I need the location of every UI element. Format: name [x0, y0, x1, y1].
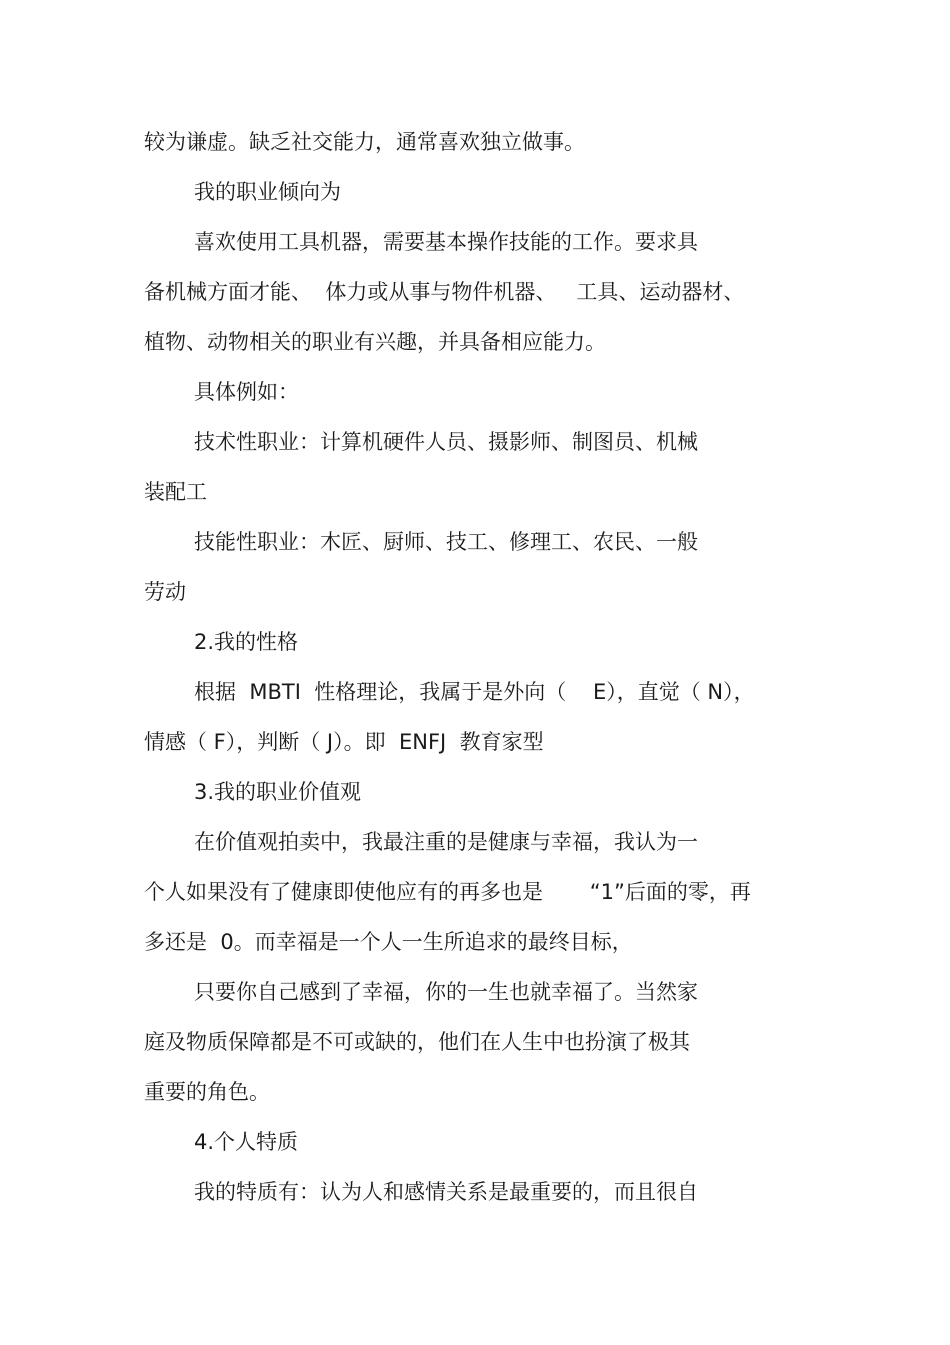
paragraph-line: 劳动	[144, 580, 186, 604]
paragraph-line: 在价值观拍卖中，我最注重的是健康与幸福，我认为一	[194, 830, 698, 854]
paragraph-line: 情感（ F），判断（ J）。即 ENFJ 教育家型	[144, 730, 544, 754]
section-heading-traits: 4.个人特质	[194, 1130, 299, 1154]
paragraph-line: 技能性职业：木匠、厨师、技工、修理工、农民、一般	[194, 530, 698, 554]
paragraph-line: 备机械方面才能、 体力或从事与物件机器、 工具、运动器材、	[144, 280, 745, 304]
paragraph-line: 重要的角色。	[144, 1080, 270, 1104]
paragraph-line: 只要你自己感到了幸福，你的一生也就幸福了。当然家	[194, 980, 698, 1004]
paragraph-line: 个人如果没有了健康即使他应有的再多也是 “1”后面的零，再	[144, 880, 751, 904]
paragraph-line: 根据 MBTI 性格理论，我属于是外向（ E），直觉（ N），	[194, 680, 755, 704]
paragraph-line: 我的特质有：认为人和感情关系是最重要的，而且很自	[194, 1180, 698, 1204]
paragraph-line: 具体例如：	[194, 380, 299, 404]
paragraph-line: 技术性职业：计算机硬件人员、摄影师、制图员、机械	[194, 430, 698, 454]
paragraph-line: 多还是 0。而幸福是一个人一生所追求的最终目标，	[144, 930, 633, 954]
paragraph-line: 喜欢使用工具机器，需要基本操作技能的工作。要求具	[194, 230, 698, 254]
paragraph-line: 庭及物质保障都是不可或缺的，他们在人生中也扮演了极其	[144, 1030, 690, 1054]
section-heading-values: 3.我的职业价值观	[194, 780, 362, 804]
paragraph-line: 植物、动物相关的职业有兴趣，并具备相应能力。	[144, 330, 606, 354]
section-label-career-tendency: 我的职业倾向为	[194, 180, 341, 204]
section-heading-personality: 2.我的性格	[194, 630, 299, 654]
paragraph-line: 较为谦虚。缺乏社交能力，通常喜欢独立做事。	[144, 130, 585, 154]
paragraph-line: 装配工	[144, 480, 207, 504]
